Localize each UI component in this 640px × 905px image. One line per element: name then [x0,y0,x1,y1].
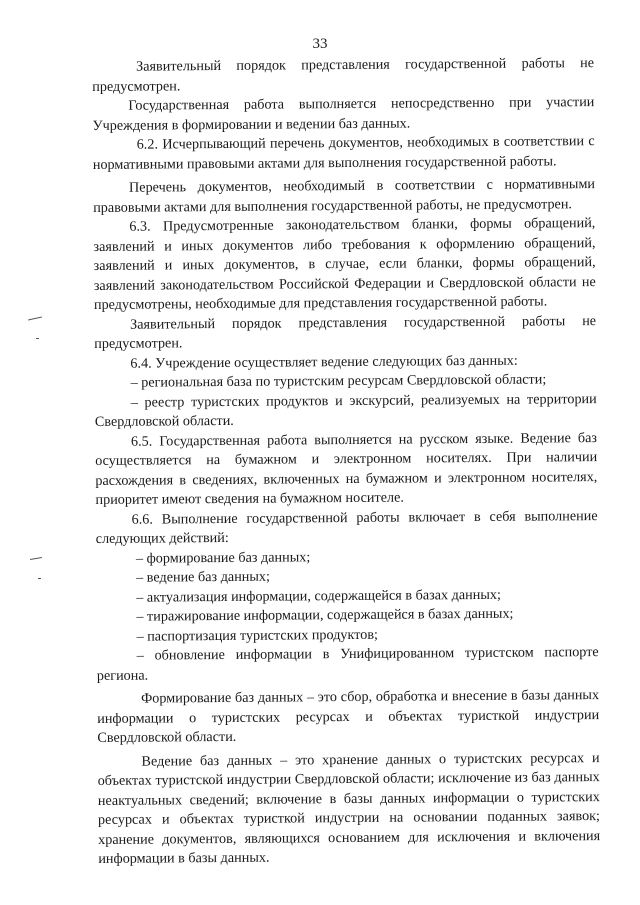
scan-mark [30,557,42,560]
list-item: – паспортизация туристских продуктов; [136,626,379,645]
scan-mark [28,317,42,321]
paragraph: 6.5. Государственная работа выполняется на русском языке. Ведение баз осуществляется на бумажном и электронном носителях. При наличии расхождения в сведениях, включенных на бумажном и электронном носителях, приоритет имеют сведения на бумажном носителе. [95,429,598,508]
list-item: – тиражирование информации, содержащейся в базах данных; [136,605,514,625]
paragraph: Ведение баз данных – это хранение данных о туристских ресурсах и объектах туристской индустрии Свердловской области; исключение из баз данных неактуальных сведений; включение в базы данных информации о туристских ресурсах и объектах туристкой индустрии на основании поданных заявок; хранение документов, являющихся основанием для исключения и включения информации в базы данных. [97,749,601,867]
paragraph: Государственная работа выполняется непосредственно при участии Учреждения в формировании и ведении баз данных. [92,94,595,134]
page-number: 33 [312,36,328,52]
paragraph: 6.4. Учреждение осуществляет ведение следующих баз данных: [130,352,518,372]
paragraph: Заявительный порядок представления государственной работы не предусмотрен. [92,55,595,95]
paragraph: 6.3. Предусмотренные законодательством бланки, формы обращений, заявлений и иных документов либо требования к оформлению обращений, заявлений и иных документов, в случае, если бланки, формы обращений, заявлений законодательством Российской Федерации и Свердловской области не предусмотрены, необходимые для представления государственной работы. [93,215,596,313]
paragraph: Перечень документов, необходимый в соответствии с нормативными правовыми актами для выполнения государственной работы, не предусмотрен. [93,176,596,216]
scan-mark [38,578,41,579]
list-item: – реестр туристских продуктов и экскурсий, реализуемых на территории Свердловской области. [94,390,597,430]
paragraph: Заявительный порядок представления государственной работы не предусмотрен. [94,312,597,352]
list-item: – ведение баз данных; [136,568,271,586]
list-item: – обновление информации в Унифицированном туристском паспорте региона. [96,644,599,684]
paragraph: 6.2. Исчерпывающий перечень документов, необходимых в соответствии с нормативными правовыми актами для выполнения государственной работы. [92,133,595,173]
list-item: – региональная база по туристским ресурсам Свердловской области; [130,371,547,391]
list-item: – формирование баз данных; [135,548,311,567]
list-item: – актуализация информации, содержащейся в базах данных; [136,586,501,606]
scan-mark [36,338,39,339]
document-body [92,54,600,869]
paragraph: 6.6. Выполнение государственной работы включает в себя выполнение следующих действий: [95,507,598,547]
paragraph: Формирование баз данных – это сбор, обработка и внесение в базы данных информации о туристских ресурсах и объектах туристкой индустрии Свердловской области. [97,687,600,746]
